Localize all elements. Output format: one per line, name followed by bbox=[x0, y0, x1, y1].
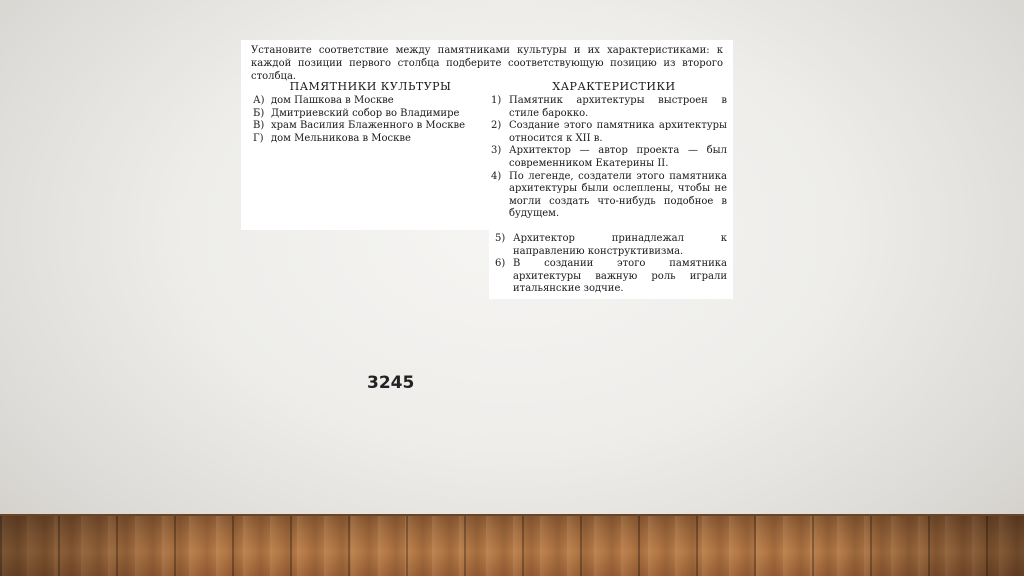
characteristic-text: По легенде, создатели этого памятника архитектуры были ослеплены, чтобы не могли создать что-нибудь подобное в будущем. bbox=[509, 170, 727, 220]
monument-label: Г) bbox=[253, 132, 264, 144]
characteristic-text: Памятник архитектуры выстроен в стиле барокко. bbox=[509, 95, 727, 119]
monument-text: храм Василия Блаженного в Москве bbox=[271, 120, 466, 132]
monuments-column bbox=[253, 80, 478, 145]
characteristics-column bbox=[491, 80, 727, 221]
monument-item bbox=[253, 108, 478, 121]
monument-text: Дмитриевский собор во Владимире bbox=[271, 107, 460, 119]
monument-label: В) bbox=[253, 120, 265, 132]
floor-vignette bbox=[0, 516, 1024, 576]
characteristic-item bbox=[491, 95, 727, 120]
characteristic-label: 2) bbox=[491, 120, 502, 132]
characteristic-label: 4) bbox=[491, 170, 502, 182]
characteristic-label: 3) bbox=[491, 145, 502, 157]
characteristics-header: ХАРАКТЕРИСТИКИ bbox=[552, 80, 676, 93]
monument-label: Б) bbox=[253, 107, 265, 119]
monument-item bbox=[253, 120, 478, 133]
characteristic-text: Создание этого памятника архитектуры относится к XII в. bbox=[509, 120, 727, 144]
monument-text: дом Пашкова в Москве bbox=[271, 95, 394, 106]
characteristic-item bbox=[491, 145, 727, 170]
characteristic-item bbox=[491, 120, 727, 145]
wooden-floor bbox=[0, 514, 1024, 576]
characteristic-text: В создании этого памятника архитектуры важную роль играли итальянские зодчие. bbox=[513, 258, 727, 295]
answer-text: 3245 bbox=[367, 373, 415, 393]
monument-item bbox=[253, 133, 478, 146]
monument-text: дом Мельникова в Москве bbox=[271, 132, 411, 144]
characteristic-item bbox=[495, 258, 727, 296]
characteristics-continued bbox=[495, 233, 727, 296]
monuments-header: ПАМЯТНИКИ КУЛЬТУРЫ bbox=[289, 80, 452, 93]
characteristic-label: 6) bbox=[495, 258, 506, 270]
monument-item bbox=[253, 95, 478, 108]
characteristic-item bbox=[495, 233, 727, 258]
characteristic-label: 5) bbox=[495, 233, 506, 244]
characteristic-text: Архитектор принадлежал к направлению конструктивизма. bbox=[513, 233, 727, 257]
characteristic-label: 1) bbox=[491, 95, 502, 106]
task-scan bbox=[241, 40, 733, 230]
characteristic-text: Архитектор — автор проекта — был современником Екатерины II. bbox=[509, 145, 727, 169]
task-instruction: Установите соответствие между памятниками культуры и их характеристиками: к каждой позиции первого столбца подберите соответствующую позицию из второго столбца. bbox=[251, 45, 723, 82]
monument-label: А) bbox=[253, 95, 265, 106]
task-scan-continuation bbox=[489, 230, 733, 299]
characteristic-item bbox=[491, 171, 727, 221]
